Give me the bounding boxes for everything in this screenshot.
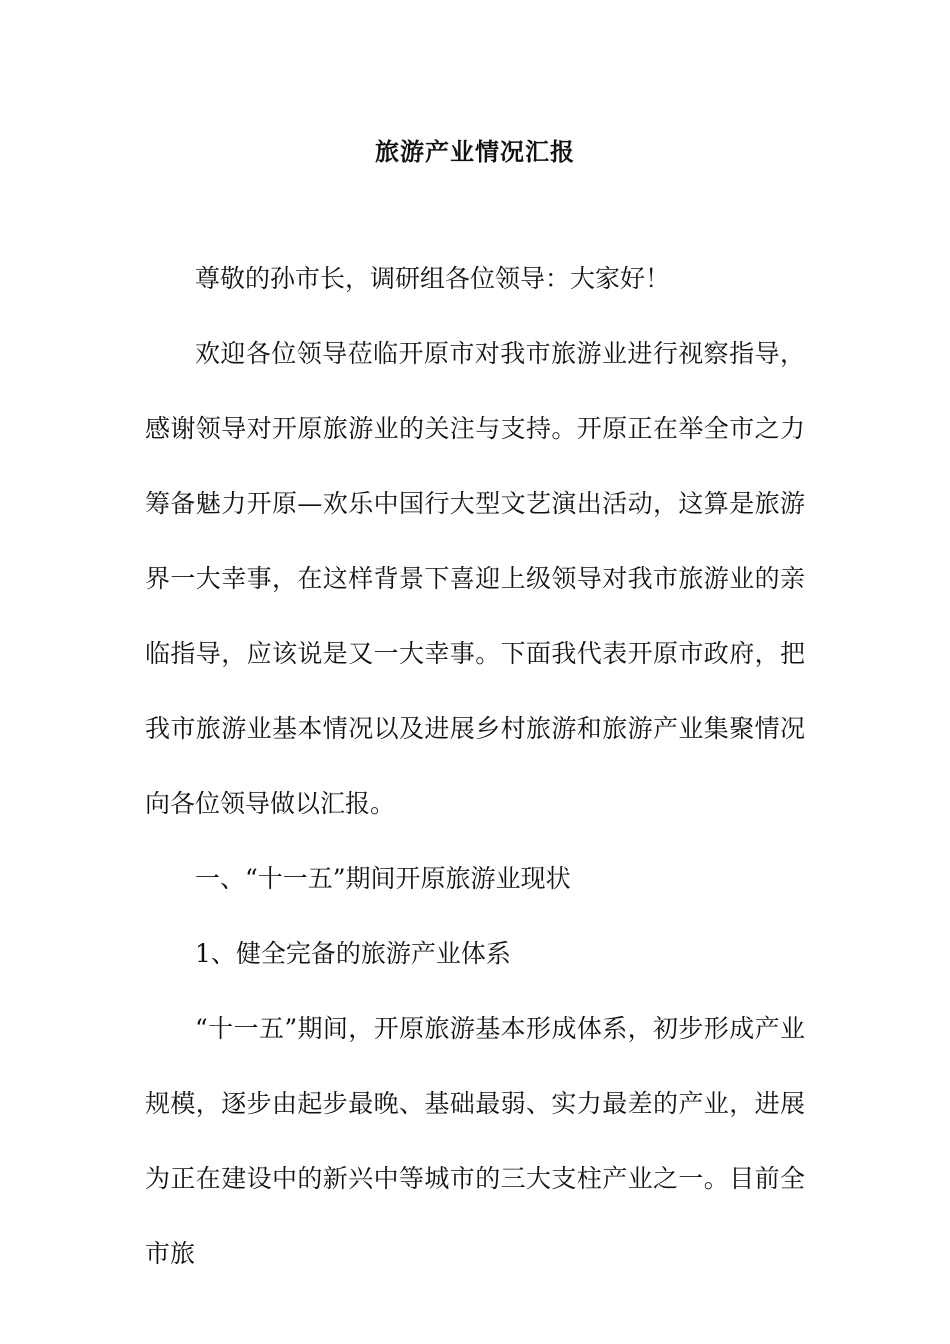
document-title: 旅游产业情况汇报 bbox=[375, 137, 575, 166]
body-paragraph: “十一五”期间，开原旅游基本形成体系，初步形成产业规模，逐步由起步最晚、基础最弱、实力最差的产业，进展为正在建设中的新兴中等城市的三大支柱产业之一。目前全市旅 bbox=[145, 1014, 805, 1268]
greeting-paragraph: 尊敬的孙市长，调研组各位领导：大家好！ bbox=[195, 264, 671, 293]
subsection-heading: 1、健全完备的旅游产业体系 bbox=[195, 939, 511, 968]
section-heading: 一、“十一五”期间开原旅游业现状 bbox=[195, 864, 571, 893]
document-body bbox=[145, 241, 805, 1291]
intro-paragraph: 欢迎各位领导莅临开原市对我市旅游业进行视察指导，感谢领导对开原旅游业的关注与支持。开原正在举全市之力筹备魅力开原—欢乐中国行大型文艺演出活动，这算是旅游界一大幸事，在这样背景下喜迎上级领导对我市旅游业的亲临指导，应该说是又一大幸事。下面我代表开原市政府，把我市旅游业基本情况以及进展乡村旅游和旅游产业集聚情况向各位领导做以汇报。 bbox=[145, 339, 805, 818]
